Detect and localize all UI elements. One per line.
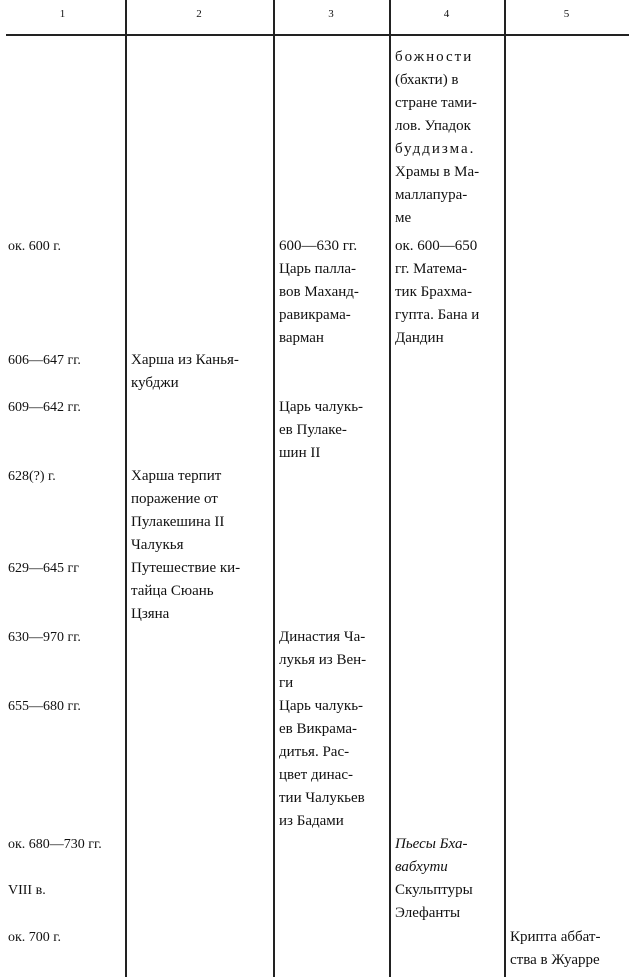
text-line: Чалукья <box>131 537 184 553</box>
column-header-2: 2 <box>196 8 202 20</box>
text-line: Цзяна <box>131 606 170 622</box>
column-divider-4 <box>504 0 506 977</box>
text-line: (бхакти) в <box>395 72 459 88</box>
text-line: гупта. Бана и <box>395 307 480 323</box>
text-line: вов Маханд- <box>279 284 359 300</box>
text-line: Пьесы Бха- <box>395 836 468 852</box>
text-line: Элефанты <box>395 905 461 921</box>
text-line: шин II <box>279 445 321 461</box>
text-line: Династия Ча- <box>279 629 366 645</box>
text-line: божности <box>395 49 474 65</box>
text-line: ме <box>395 210 412 226</box>
text-line: тайца Сюань <box>131 583 214 599</box>
table-row-8-col4 <box>395 833 499 879</box>
column-header-3: 3 <box>328 8 334 20</box>
text-line: стране тами- <box>395 95 477 111</box>
header-divider <box>6 34 629 36</box>
text-line: Путешествие ки- <box>131 560 241 576</box>
table-row-5-col2 <box>131 557 269 626</box>
text-line: Царь палла- <box>279 261 357 277</box>
table-row-1-col4 <box>395 235 499 350</box>
text-line: Пулакешина II <box>131 514 225 530</box>
table-row-4-col2 <box>131 465 269 557</box>
text-line: Скульптуры <box>395 882 473 898</box>
table-row-7-col3 <box>279 695 385 833</box>
column-divider-2 <box>273 0 275 977</box>
text-line: буддизма. <box>395 141 476 157</box>
table-row-date: 609—642 гг. <box>8 400 81 415</box>
text-line: Крипта аббат- <box>510 929 601 945</box>
table-row-date: ок. 700 г. <box>8 930 61 945</box>
text-line: 600—630 гг. <box>279 238 358 254</box>
text-line: Царь чалукь- <box>279 399 364 415</box>
column-header-1: 1 <box>59 8 66 20</box>
table-row-date: 629—645 гг <box>8 561 79 576</box>
table-row-9-col4 <box>395 879 499 925</box>
table-row-date: 606—647 гг. <box>8 353 81 368</box>
text-line: кубджи <box>131 375 179 391</box>
table-row-date: 655—680 гг. <box>8 699 81 714</box>
text-line: ев Викрама- <box>279 721 358 737</box>
text-line: маллапура- <box>395 187 468 203</box>
text-line: ок. 600—650 <box>395 238 478 254</box>
text-line: ства в Жуарре <box>510 952 600 968</box>
text-line: тик Брахма- <box>395 284 472 300</box>
text-line: варман <box>279 330 324 346</box>
column-header-4: 4 <box>443 8 450 20</box>
text-line: Харша терпит <box>131 468 222 484</box>
text-line: Харша из Канья- <box>131 352 239 368</box>
text-line: ев Пулаке- <box>279 422 347 438</box>
text-line: Царь чалукь- <box>279 698 364 714</box>
table-row-1-col3 <box>279 235 385 350</box>
text-line: из Бадами <box>279 813 344 829</box>
text-line: дитья. Рас- <box>279 744 350 760</box>
text-line: вабхути <box>395 859 448 875</box>
table-row-0-col4 <box>395 46 499 230</box>
column-header-5: 5 <box>563 8 570 20</box>
text-line: Храмы в Ма- <box>395 164 480 180</box>
table-row-date: VIII в. <box>8 883 46 898</box>
text-line: тии Чалукьев <box>279 790 365 806</box>
text-line: гг. Матема- <box>395 261 467 277</box>
table-row-10-col5 <box>510 926 625 972</box>
text-line: равикрама- <box>279 307 351 323</box>
text-line: поражение от <box>131 491 218 507</box>
table-row-2-col2 <box>131 349 269 395</box>
column-divider-3 <box>389 0 391 977</box>
table-row-date: 628(?) г. <box>8 469 56 484</box>
text-line: Дандин <box>395 330 444 346</box>
text-line: лов. Упадок <box>395 118 471 134</box>
table-row-3-col3 <box>279 396 385 465</box>
table-row-date: ок. 680—730 гг. <box>8 837 102 852</box>
text-line: ги <box>279 675 294 691</box>
table-row-6-col3 <box>279 626 385 695</box>
table-row-date: 630—970 гг. <box>8 630 81 645</box>
text-line: лукья из Вен- <box>279 652 367 668</box>
text-line: цвет динас- <box>279 767 353 783</box>
table-row-date: ок. 600 г. <box>8 239 61 254</box>
column-divider-1 <box>125 0 127 977</box>
